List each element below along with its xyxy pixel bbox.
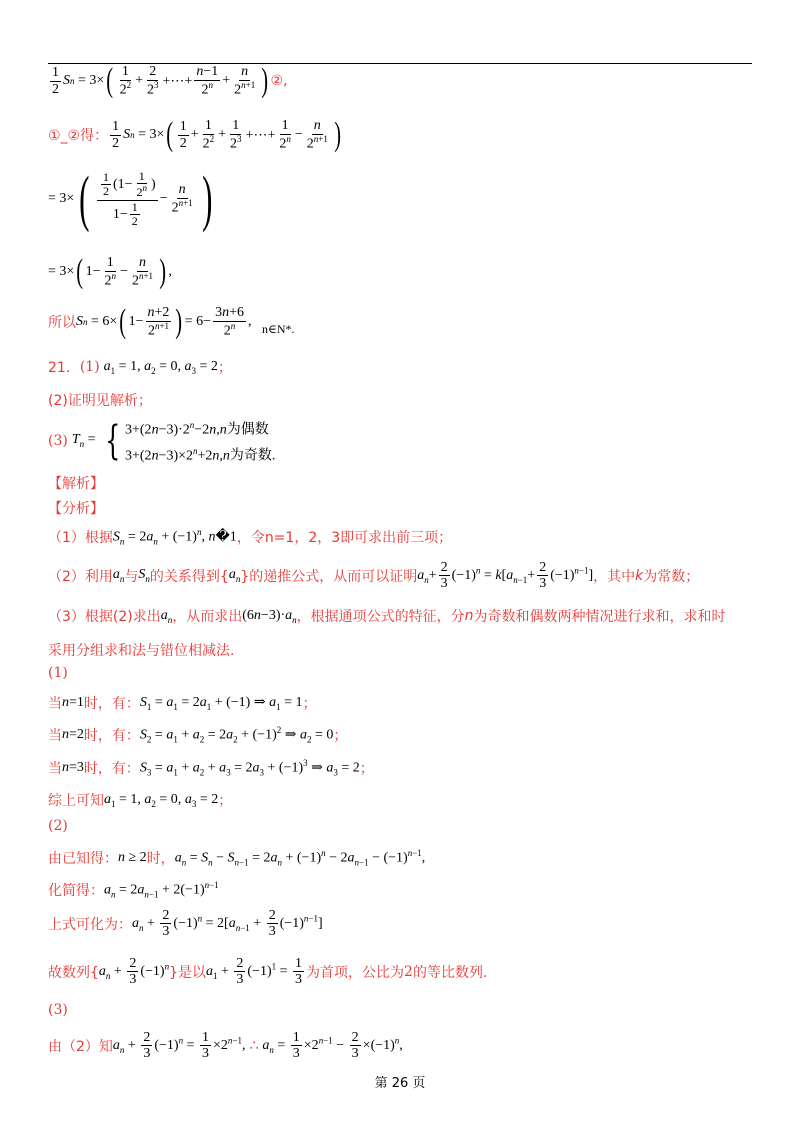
fenxi-p1-c: n=1，2，3	[264, 530, 341, 546]
sol-n1: 当 n=1 时，有： $S_1 = a_1 = 2a_1 + (-1)$ ⇒ $a_1 = 1$ ；	[48, 695, 317, 712]
fenxi-p3-a: （3）根据(2)求出	[48, 609, 161, 625]
has-3: 时，有：	[83, 761, 140, 777]
sol-conclude: 故数列{ $a_n$ + $\frac{2}{3}$ $(-1)^n$ }是以 $a_1$ + $\frac{2}{3}$ $(-1)^1$ = $\frac{1}{3}$ 为首项，公比为 2 的等比数列.	[48, 956, 488, 988]
q21-ans2: (2)证明见解析；	[48, 393, 152, 409]
eq-subtract: ①_②得： $\frac{1}{2}$ S n = 3× ( $\frac{1}{2}$ + $\frac{1}{2^2}$ + $\frac{1}{2^3}$ +⋯+ $\frac{1}{2^n}$ − $\frac{n}{2^{n+1}}$ )	[48, 116, 341, 153]
fenxi-p2: （2）利用 $a_n$ 与 $S_n$ 的关系得到{ $a_n$ }的递推公式，从而可以证明 $a_n+$ $\frac{2}{3}$ $(-1)^n = k[a_{n-1}+$ $\frac{2}{3}$ $(-1)^{n-1}$] ，其中 k 为常数；	[48, 560, 700, 592]
simplify-label: 化简得：	[48, 883, 104, 899]
q21-ans3: (3) $T_n$ = { $3+(2n-3)\cdot 2^n-2n,n$为偶数 $3+(2n-3)\times 2^n+2n,n$为奇数.	[48, 417, 276, 464]
known-b: 时，	[146, 851, 175, 867]
conclude-a: 故数列{	[48, 964, 99, 981]
fenxi-p2-f: k	[635, 567, 644, 584]
fenxi-p2-b: 与	[124, 568, 139, 585]
sol-simplify: 化简得： $a_n = 2a_{n-1} + 2(-1)^{n-1}$	[48, 880, 219, 900]
sol-known: 由已知得： n ≥ 2 时， $a_n = S_n - S_{n-1} = 2a_n + (-1)^n - 2a_{n-1} - (-1)^{n-1}$,	[48, 848, 426, 868]
when-1: 当	[48, 696, 62, 712]
so-label: 所以	[48, 315, 76, 331]
eq-geometric-sum: = 3× ( $\frac{1}{2}$ (1− $\frac{1}{2^n}$ ) 1− $\frac{1}{2}$ − $\frac{n}{2^{n+1}}$ )	[48, 165, 213, 233]
fenxi-p2-a: （2）利用	[48, 568, 113, 585]
eq-sn-result: 所以 S n = 6× ( 1− $\frac{n+2}{2^{n+1}}$ ) = 6− $\frac{3n+6}{2^n}$ , n∈N*.	[48, 303, 295, 340]
sol-rewrite: 上式可化为： $a_n$ + $\frac{2}{3}$ $(-1)^n = 2[a_{n-1}$ + $\frac{2}{3}$ $(-1)^{n-1}$]	[48, 908, 323, 940]
sol-from2: 由（2）知 $a_n$ + $\frac{2}{3}$ $(-1)^n$ = $\frac{1}{3}$ $\times 2^{n-1}$, ∴ $a_n$ = $\frac{1}{3}$ $\times 2^{n-1}$ − $\frac{2}{3}$ $\times(-1)^n$,	[48, 1030, 403, 1062]
fenxi-p3-b: ，从而求出	[172, 609, 243, 625]
conclude-b: }是以	[169, 964, 206, 981]
sol-part1: (1)	[48, 665, 68, 681]
when-2: 当	[48, 728, 62, 744]
has-2: 时，有：	[83, 728, 140, 744]
conclude-e: 的等比数列.	[412, 964, 488, 981]
case-even: 为偶数	[226, 421, 269, 438]
q21-number: 21．	[48, 360, 80, 376]
fenxi-p1: （1）根据 $S_n = 2a_n + (-1)^n$, n�1 ，令 n=1，2，3 即可求出前三项；	[48, 527, 453, 547]
known-label: 由已知得：	[48, 851, 118, 867]
sol-part3: (3)	[48, 1002, 68, 1018]
eq-half-sn: $\frac{1}{2}$ S n = 3× ( $\frac{1}{2^2}$ + $\frac{2}{2^3}$ +⋯+ $\frac{n-1}{2^n}$ + $\frac{n}{2^{n+1}}$ ) ②,	[52, 62, 288, 99]
sol-part2: (2)	[48, 818, 68, 834]
fenxi-p2-g: 为常数；	[643, 568, 700, 585]
when-3: 当	[48, 761, 62, 777]
q21-ans1: 21． (1) $a_1 = 1$, $a_2 = 0$, $a_3 = 2$ ；	[48, 358, 232, 376]
step-label: ①_②得：	[48, 128, 109, 144]
eq2-label: ②,	[270, 73, 288, 89]
conclude-d: 2	[404, 963, 413, 980]
summary-label: 综上可知	[48, 793, 104, 809]
case-odd: 为奇数	[229, 447, 272, 464]
sol-n2: 当 n=2 时，有： $S_2 = a_1 + a_2 = 2a_2 + (-1)^2$ ⇒ $a_2 = 0$ ；	[48, 725, 348, 745]
fenxi-p3-d: n	[464, 608, 474, 624]
fenxi-p1-a: （1）根据	[48, 530, 113, 546]
fenxi-p3-cont: 采用分组求和法与错位相减法.	[48, 643, 235, 659]
therefore-sign: ∴	[249, 1037, 259, 1054]
fenxi-p2-d: }的递推公式，从而可以证明	[240, 568, 418, 585]
fenxi-p1-b: ，令	[236, 530, 265, 546]
q21-ans1-prefix: (1)	[79, 359, 100, 375]
q21-ans3-prefix: (3)	[48, 432, 68, 449]
sol-n3: 当 n=3 时，有： $S_3 = a_1 + a_2 + a_3 = 2a_3 + (-1)^3$ ⇒ $a_3 = 2$ ；	[48, 758, 374, 778]
fenxi-p3-e: 为奇数和偶数两种情况进行求和，求和时	[473, 609, 726, 625]
heading-fenxi: 【分析】	[48, 501, 104, 517]
n-in-N: n∈N*.	[261, 321, 295, 336]
page-footer: 第 26 页	[374, 1076, 426, 1091]
conclude-c: 为首项，公比为	[306, 964, 405, 981]
heading-analysis: 【解析】	[48, 476, 104, 492]
fenxi-p3-c: ，根据通项公式的特征，分	[296, 609, 465, 625]
fenxi-p3: （3）根据(2)求出 $a_n$ ，从而求出 $(6n-3)\cdot a_n$ ，根据通项公式的特征，分 n 为奇数和偶数两种情况进行求和，求和时	[48, 607, 726, 625]
rewrite-label: 上式可化为：	[48, 916, 132, 933]
has-1: 时，有：	[83, 696, 140, 712]
from2-label: 由（2）知	[48, 1038, 113, 1055]
fenxi-p1-d: 即可求出前三项；	[340, 530, 453, 546]
eq-simplified: = 3× ( 1− $\frac{1}{2^n}$ − $\frac{n}{2^{n+1}}$ ) ,	[48, 253, 172, 290]
fenxi-p2-e: ，其中	[593, 568, 636, 585]
sol-summary: 综上可知 $a_1 = 1$, $a_2 = 0$, $a_3 = 2$ ；	[48, 791, 233, 809]
fenxi-p2-c: 的关系得到{	[149, 568, 229, 585]
